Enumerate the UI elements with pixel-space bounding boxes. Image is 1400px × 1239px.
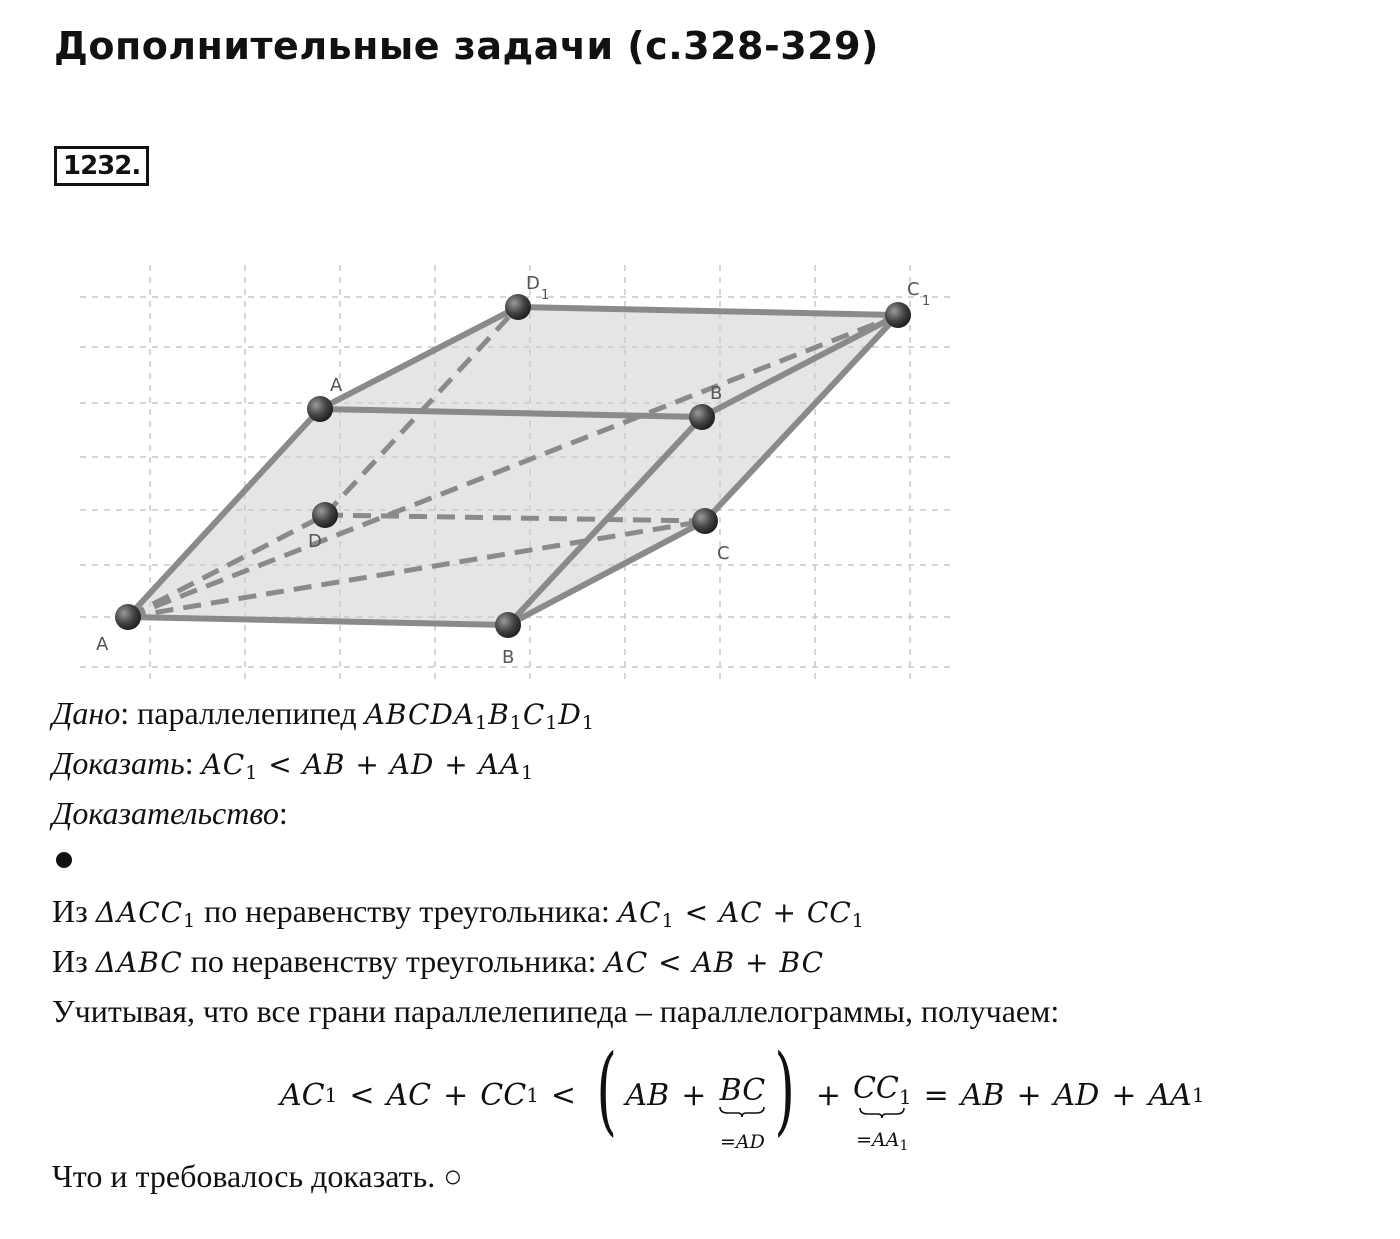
underbrace-icon <box>718 1106 766 1118</box>
step1-triangle: $\Delta ACC_1$ <box>95 896 197 932</box>
label-D1: D <box>526 273 540 294</box>
right-paren: ) <box>774 1034 796 1146</box>
prove-math: $AC_1$ < AB + AD + $AA_1$ <box>201 748 535 784</box>
vertex-A1 <box>307 396 333 422</box>
main-equation: AC 1 < AC + CC 1 < ( AB + BC =AD ) + $CC_1$ $=AA_1$ = AB + AD + AA 1 <box>280 1034 1205 1154</box>
label-C1: C <box>907 279 920 300</box>
prove-label: Доказать <box>52 745 185 781</box>
step3-line: Учитывая, что все грани параллелепипеда – параллелограммы, получаем: <box>52 993 1060 1029</box>
prove-text: : <box>184 745 202 781</box>
label-B1: B <box>710 383 723 404</box>
problem-number: 1232. <box>54 146 149 186</box>
vertex-B <box>495 612 521 638</box>
underbrace-bc: BC =AD <box>719 1072 766 1153</box>
label-C: C <box>717 543 730 564</box>
proof-label: Доказательство <box>52 795 279 831</box>
proof-line <box>52 795 288 832</box>
step2-line: Из ΔABC по неравенству треугольника: AC < AB + BC <box>52 943 825 979</box>
step1-line: Из $\Delta ACC_1$ по неравенству треугольника: $AC_1$ < AC + $CC_1$ <box>52 893 865 932</box>
vertex-A <box>115 604 141 630</box>
vertex-C <box>692 508 718 534</box>
label-D: D <box>308 531 322 552</box>
bullet-point <box>56 852 72 868</box>
vertex-C1 <box>885 302 911 328</box>
given-math: $ABCDA_1B_1C_1D_1$ <box>364 698 595 734</box>
conclusion-line: Что и требовалось доказать. ○ <box>52 1158 463 1194</box>
step2-inequality: AC < AB + BC <box>604 946 825 979</box>
underbrace-icon <box>858 1107 906 1119</box>
vertex-D <box>312 502 338 528</box>
label-D1-sub: 1 <box>541 288 550 303</box>
step1-inequality: $AC_1$ < AC + $CC_1$ <box>617 896 865 932</box>
underbrace-cc1: $CC_1$ $=AA_1$ <box>852 1071 912 1154</box>
label-B: B <box>502 647 515 668</box>
parallelepiped-figure <box>50 255 960 695</box>
left-paren: ( <box>596 1034 618 1146</box>
given-line <box>52 695 595 734</box>
label-C1-sub: 1 <box>922 294 931 309</box>
vertex-D1 <box>505 294 531 320</box>
prove-line <box>52 745 534 784</box>
step2-triangle: ΔABC <box>95 946 183 979</box>
given-text: : параллелепипед <box>120 695 365 731</box>
vertex-B1 <box>689 404 715 430</box>
label-A1: A <box>330 375 343 396</box>
page-title: Дополнительные задачи (с.328-329) <box>54 24 879 68</box>
given-label: Дано <box>52 695 121 731</box>
proof-colon: : <box>278 795 288 831</box>
label-A: A <box>96 634 109 655</box>
